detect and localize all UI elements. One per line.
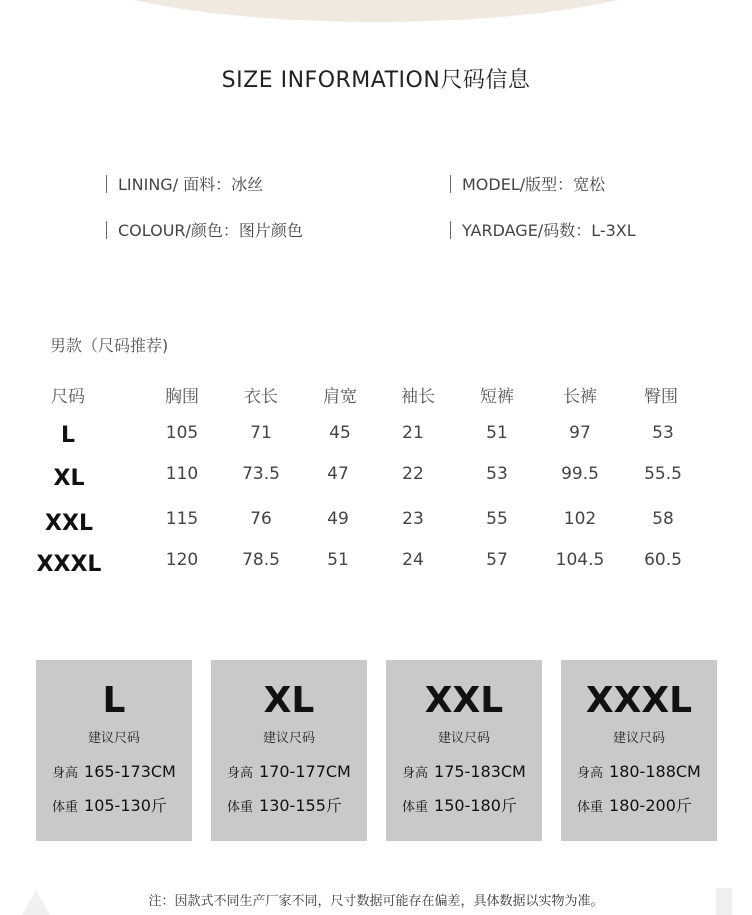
- info-lining: [106, 172, 263, 195]
- table-cell: 71: [250, 423, 272, 443]
- size-cell: XL: [53, 466, 85, 491]
- info-model: [450, 172, 605, 195]
- column-header: 袖长: [401, 387, 435, 407]
- table-cell: 78.5: [242, 550, 280, 570]
- card-weight-value: 105-130斤: [84, 796, 167, 815]
- info-colour: [106, 218, 303, 241]
- table-cell: 47: [327, 464, 349, 484]
- card-weight-label: 体重: [227, 800, 254, 815]
- card-weight-value: 130-155斤: [259, 796, 342, 815]
- card-height-value: 175-183CM: [434, 762, 526, 781]
- table-cell: 51: [486, 423, 508, 443]
- table-cell: 58: [652, 509, 674, 529]
- info-yardage-text: YARDAGE/码数：L-3XL: [462, 221, 636, 240]
- column-header: 短裤: [480, 387, 514, 407]
- size-card-l: [36, 660, 192, 841]
- size-cell: XXL: [45, 511, 93, 536]
- divider: [450, 221, 451, 239]
- card-weight-line: [52, 793, 167, 816]
- table-cell: 55: [486, 509, 508, 529]
- column-header: 尺码: [51, 387, 85, 407]
- divider: [106, 221, 107, 239]
- card-height-line: [402, 762, 526, 781]
- card-weight-value: 150-180斤: [434, 796, 517, 815]
- divider: [450, 175, 451, 193]
- table-cell: 73.5: [242, 464, 280, 484]
- card-height-label: 身高: [577, 766, 604, 781]
- table-cell: 120: [165, 550, 199, 570]
- column-header: 肩宽: [323, 387, 357, 407]
- card-subtitle: 建议尺码: [612, 731, 665, 746]
- card-height-line: [52, 762, 176, 781]
- table-cell: 99.5: [561, 464, 599, 484]
- table-cell: 57: [486, 550, 508, 570]
- card-height-value: 170-177CM: [259, 762, 351, 781]
- card-weight-label: 体重: [577, 800, 604, 815]
- card-height-value: 180-188CM: [609, 762, 701, 781]
- disclaimer-note: 注：因款式不同生产厂家不同，尺寸数据可能存在偏差，具体数据以实物为准。: [148, 894, 604, 909]
- table-cell: 104.5: [555, 550, 605, 570]
- column-header: 衣长: [244, 387, 278, 407]
- page-title: SIZE INFORMATION尺码信息: [221, 68, 531, 93]
- table-cell: 102: [563, 509, 597, 529]
- table-cell: 110: [165, 464, 199, 484]
- card-height-line: [227, 762, 351, 781]
- table-header: [0, 382, 752, 412]
- table-cell: 53: [652, 423, 674, 443]
- table-row: [0, 423, 752, 453]
- card-weight-line: [227, 793, 342, 816]
- table-cell: 22: [402, 464, 424, 484]
- table-cell: 45: [329, 423, 351, 443]
- card-subtitle: 建议尺码: [262, 731, 315, 746]
- card-size: L: [102, 680, 126, 721]
- divider: [106, 175, 107, 193]
- table-cell: 23: [402, 509, 424, 529]
- table-cell: 53: [486, 464, 508, 484]
- table-row: [0, 509, 752, 539]
- table-cell: 115: [165, 509, 199, 529]
- table-row: [0, 550, 752, 580]
- table-cell: 55.5: [644, 464, 682, 484]
- size-card-xxl: [386, 660, 542, 841]
- column-header: 臀围: [644, 387, 678, 407]
- info-colour-text: COLOUR/颜色：图片颜色: [118, 221, 303, 240]
- info-model-text: MODEL/版型：宽松: [462, 175, 606, 194]
- card-height-line: [577, 762, 701, 781]
- info-yardage: [450, 218, 636, 241]
- size-cell: L: [60, 423, 76, 448]
- top-decoration: [60, 0, 692, 22]
- card-weight-value: 180-200斤: [609, 796, 692, 815]
- size-cell: XXXL: [36, 552, 102, 577]
- card-size: XXL: [424, 680, 504, 721]
- table-cell: 105: [165, 423, 199, 443]
- size-card-xxxl: [561, 660, 717, 841]
- card-subtitle: 建议尺码: [437, 731, 490, 746]
- card-size: XL: [263, 680, 315, 721]
- table-cell: 51: [327, 550, 349, 570]
- card-size: XXXL: [585, 680, 693, 721]
- card-weight-line: [577, 793, 692, 816]
- card-weight-line: [402, 793, 517, 816]
- card-height-label: 身高: [227, 766, 254, 781]
- info-lining-text: LINING/ 面料：冰丝: [118, 175, 264, 194]
- table-row: [0, 464, 752, 494]
- column-header: 长裤: [563, 387, 597, 407]
- table-cell: 24: [402, 550, 424, 570]
- table-cell: 97: [569, 423, 591, 443]
- table-cell: 21: [402, 423, 424, 443]
- column-header: 胸围: [165, 387, 199, 407]
- card-weight-label: 体重: [402, 800, 429, 815]
- size-card-xl: [211, 660, 367, 841]
- card-height-label: 身高: [52, 766, 79, 781]
- table-cell: 49: [327, 509, 349, 529]
- table-cell: 76: [250, 509, 272, 529]
- card-height-label: 身高: [402, 766, 429, 781]
- card-weight-label: 体重: [52, 800, 79, 815]
- section-title: 男款（尺码推荐): [50, 336, 169, 355]
- card-subtitle: 建议尺码: [87, 731, 140, 746]
- table-cell: 60.5: [644, 550, 682, 570]
- card-height-value: 165-173CM: [84, 762, 176, 781]
